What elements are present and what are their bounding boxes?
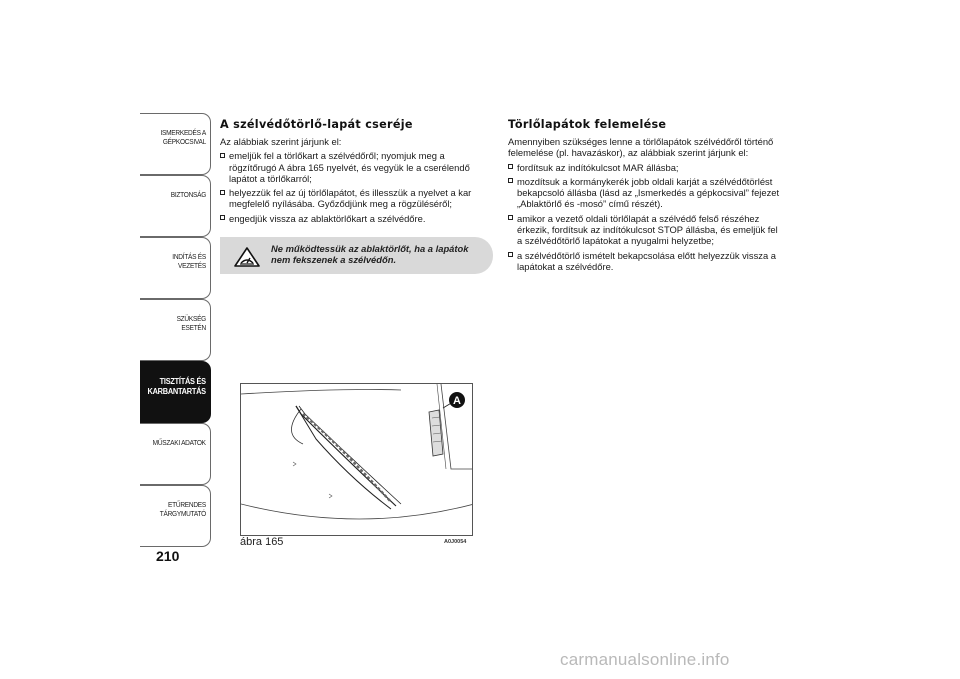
tab-label: ISMERKEDÉS A GÉPKOCSIVAL [160, 128, 206, 146]
wiper-figure [240, 383, 473, 536]
list-item: helyezzük fel az új törlőlapátot, és illesszük a nyelvet a kar megfelelő nyílásába. Győződjünk meg a rögzüléséről; [220, 187, 494, 210]
tab-label: BIZTONSÁG [170, 190, 206, 199]
warning-box [220, 237, 493, 274]
left-column [220, 136, 494, 227]
list-item: a szélvédőtörlő ismételt bekapcsolása előtt helyezzük vissza a lapátokat a szélvédőre. [508, 250, 780, 273]
tab-label: ETŰRENDES TÁRGYMUTATÓ [159, 500, 206, 518]
callout-label: A [453, 395, 461, 407]
tab-targymutato[interactable] [140, 485, 211, 547]
tab-label: MŰSZAKI ADATOK [152, 438, 206, 447]
windshield-wiper-warning-icon [234, 247, 260, 267]
warning-text: Ne működtessük az ablaktörlőt, ha a lapátok nem fekszenek a szélvédőn. [271, 243, 469, 265]
list-item: emeljük fel a törlőkart a szélvédőről; nyomjuk meg a rögzítőrugó A ábra 165 nyelvét, és vegyük le a cserélendő lapátot a törlőkarról; [220, 150, 494, 184]
tab-muszaki[interactable] [140, 423, 211, 485]
tab-label: SZÜKSÉG ESETÉN [176, 314, 206, 332]
tab-ismerkedes[interactable] [140, 113, 211, 175]
right-column [508, 136, 780, 275]
tab-szukseg[interactable] [140, 299, 211, 361]
list-item: engedjük vissza az ablaktörlőkart a szélvédőre. [220, 213, 494, 224]
tab-biztonsag[interactable] [140, 175, 211, 237]
tab-label: INDÍTÁS ÉS VEZETÉS [172, 252, 206, 270]
list-item: amikor a vezető oldali törlőlapát a szélvédő felső részéhez érkezik, fordítsuk az indítókulcsot STOP állásba, és emeljük fel a szélvédőtörlő lapátokat a nyugalmi helyzetbe; [508, 213, 780, 247]
tab-tisztitas[interactable] [140, 361, 211, 423]
wiper-illustration [241, 384, 473, 536]
watermark-text: carmanualsonline.info [560, 650, 730, 669]
tab-inditas[interactable] [140, 237, 211, 299]
list-item: mozdítsuk a kormánykerék jobb oldali karját a szélvédőtörlést bekapcsoló állásba (lásd az „Ismerkedés a gépkocsival” fejezet „Ablaktörlő és -mosó” című részét). [508, 176, 780, 210]
page-number: 210 [156, 548, 180, 564]
steps-list [508, 162, 780, 273]
tab-label: TISZTÍTÁS ÉS KARBANTARTÁS [147, 376, 207, 396]
section-heading-lift: Törlőlapátok felemelése [508, 118, 667, 131]
section-heading-replace: A szélvédőtörlő-lapát cseréje [220, 118, 413, 131]
intro-text: Az alábbiak szerint járjunk el: [220, 136, 342, 147]
figure-code: A0J0054 [444, 539, 467, 545]
figure-caption: ábra 165 [240, 536, 284, 548]
list-item: fordítsuk az indítókulcsot MAR állásba; [508, 162, 780, 173]
steps-list [220, 150, 494, 224]
intro-text: Amennyiben szükséges lenne a törlőlapátok szélvédőről történő felemelése (pl. havazáskor), az alábbiak szerint járjunk el: [508, 136, 774, 159]
